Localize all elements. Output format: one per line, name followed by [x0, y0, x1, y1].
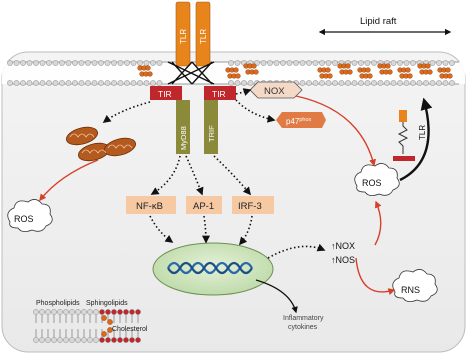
trif-label: TRIF	[207, 125, 216, 142]
tf-irf3-label: IRF-3	[238, 201, 262, 212]
tir-left-label: TIR	[158, 89, 172, 99]
tlr-right-label: TLR	[199, 28, 208, 44]
tf-ap1-label: AP-1	[193, 201, 215, 212]
transcription-factors	[126, 196, 274, 214]
cholesterol-label: Cholesterol	[112, 326, 148, 333]
rns-label: RNS	[401, 285, 421, 295]
tir-right-label: TIR	[212, 89, 226, 99]
cytokines-label-line1: Inflammatory	[283, 315, 324, 322]
phospholipids-label: Phospholipids	[36, 300, 80, 307]
up-nos-label: ↑NOS	[331, 255, 356, 265]
small-tlr-label: TLR	[418, 124, 427, 140]
myd88-label: MyD88	[179, 126, 188, 150]
up-nox-label: ↑NOX	[331, 241, 356, 251]
sphingolipids-label: Sphingolipids	[86, 300, 128, 307]
nox-enzyme	[250, 82, 302, 98]
tlr-left-label: TLR	[179, 28, 188, 44]
tf-nfkb-label: NF-κB	[136, 201, 163, 212]
plasma-membrane	[2, 60, 465, 85]
lipid-raft-indicator	[320, 16, 450, 32]
ros-mito-label: ROS	[14, 214, 34, 224]
lipid-raft-label: Lipid raft	[360, 16, 397, 27]
p47phox-subunit	[276, 112, 326, 128]
nox-label: NOX	[264, 86, 285, 97]
cytokines-label-line2: cytokines	[288, 324, 318, 331]
nucleus	[153, 243, 273, 295]
ros-right-label: ROS	[362, 178, 382, 188]
p47-label: $p47^{phox}$	[286, 117, 312, 126]
